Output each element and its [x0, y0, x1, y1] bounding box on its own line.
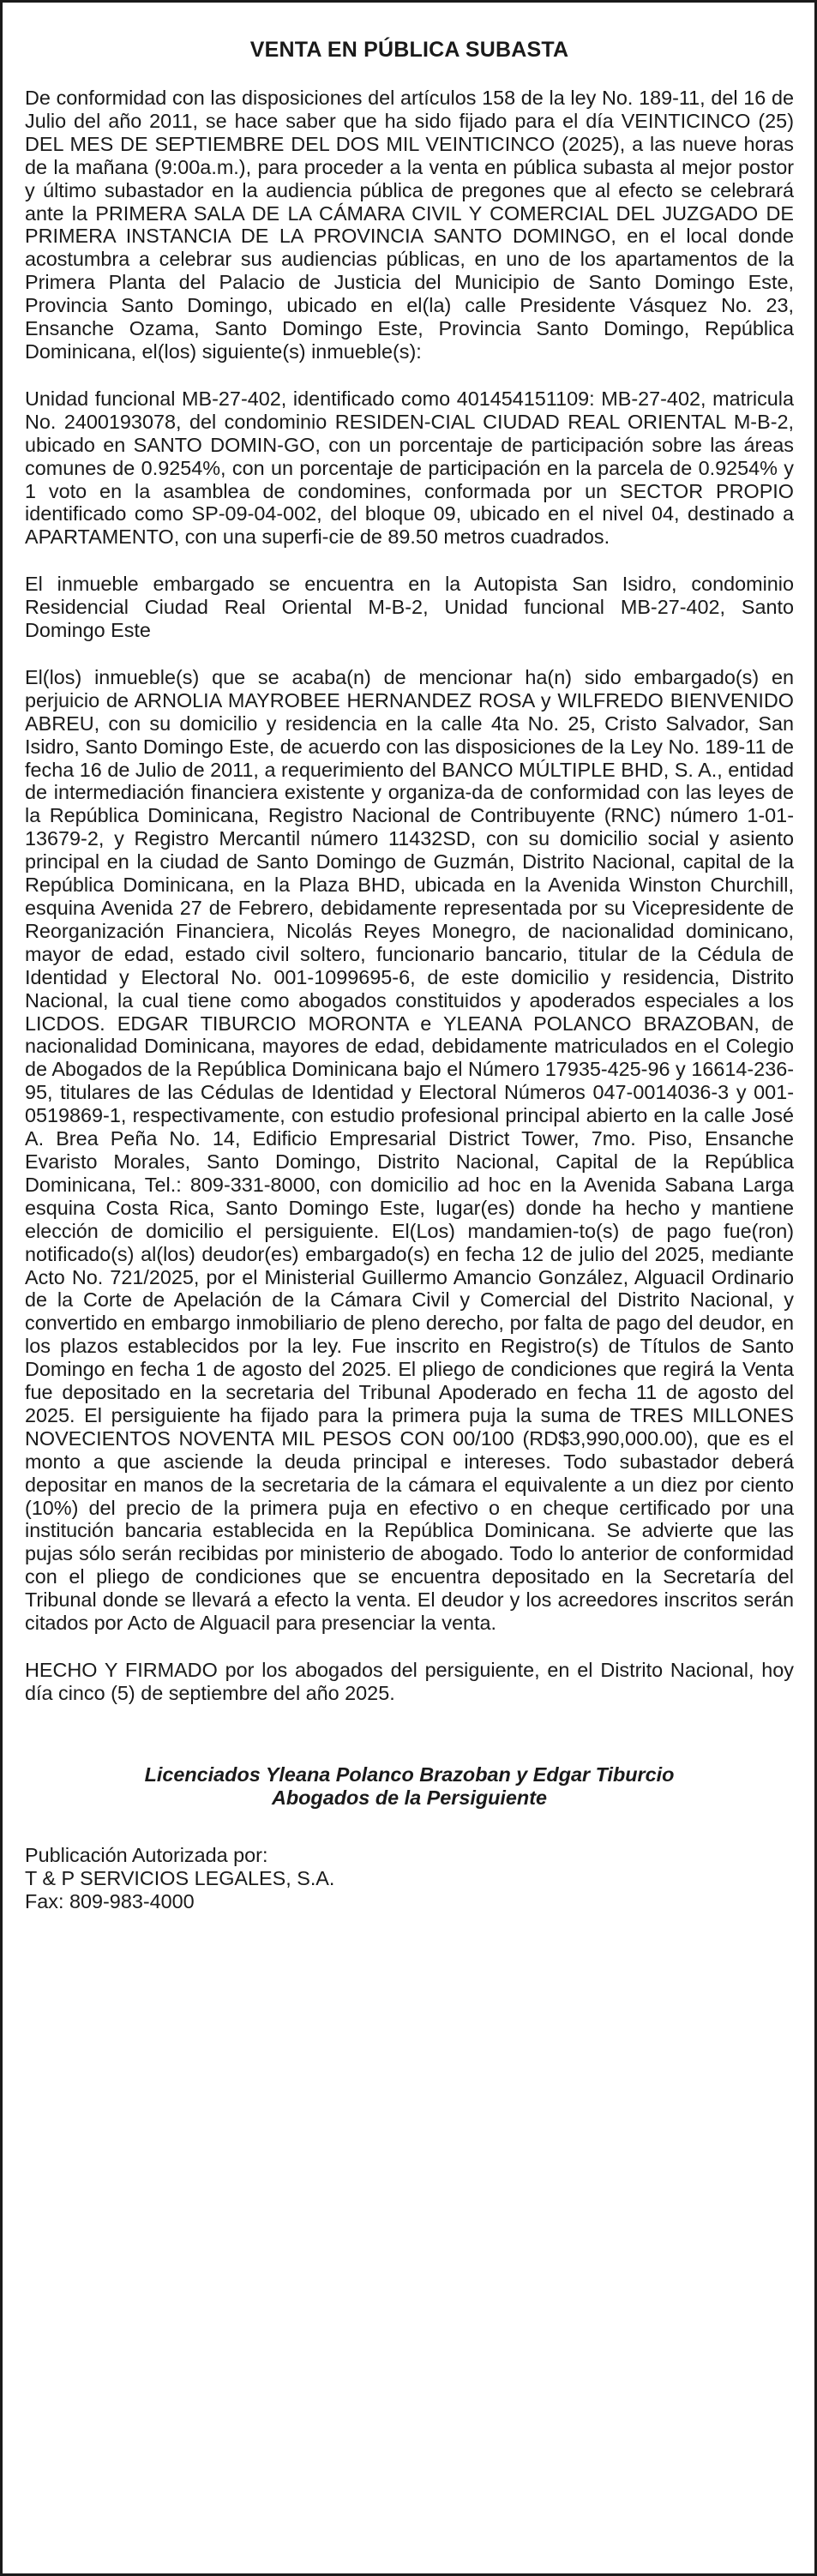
- publication-fax: Fax: 809-983-4000: [25, 1889, 195, 1912]
- publication-authorization: [25, 1844, 794, 1913]
- attorneys-role: Abogados de la Persiguiente: [271, 1786, 548, 1809]
- paragraph-property-location: El inmueble embargado se encuentra en la Autopista San Isidro, condominio Residencial Ciudad Real Oriental M-B-2, Unidad funcional MB-27-402, Santo Domingo Este: [25, 573, 794, 642]
- attorneys-signature: [25, 1763, 794, 1810]
- publication-label: Publicación Autorizada por:: [25, 1843, 268, 1866]
- attorneys-names: Licenciados Yleana Polanco Brazoban y Edgar Tiburcio: [144, 1762, 675, 1786]
- paragraph-signed: HECHO Y FIRMADO por los abogados del persiguiente, en el Distrito Nacional, hoy día cinco (5) de septiembre del año 2025.: [25, 1659, 794, 1704]
- paragraph-auction-date: De conformidad con las disposiciones del artículos 158 de la ley No. 189-11, del 16 de Julio del año 2011, se hace saber que ha sido fijado para el día VEINTICINCO (25) DEL MES DE SEPTIEMBRE DEL DOS MIL VEINTICINCO (2025), a las nueve horas de la mañana (9:00a.m.), para proceder a la venta en pública subasta al mejor postor y último subastador en la audiencia pública de pregones que al efecto se celebrará ante la PRIMERA SALA DE LA CÁMARA CIVIL Y COMERCIAL DEL JUZGADO DE PRIMERA INSTANCIA DE LA PROVINCIA SANTO DOMINGO, en el local donde acostumbra a celebrar sus audiencias públicas, en uno de los apartamentos de la Primera Planta del Palacio de Justicia del Municipio de Santo Domingo Este, Provincia Santo Domingo, ubicado en el(la) calle Presidente Vásquez No. 23, Ensanche Ozama, Santo Domingo Este, Provincia Santo Domingo, República Dominicana, el(los) siguiente(s) inmueble(s):: [25, 87, 794, 363]
- publication-company: T & P SERVICIOS LEGALES, S.A.: [25, 1866, 335, 1889]
- paragraph-seizure-details: El(los) inmueble(s) que se acaba(n) de mencionar ha(n) sido embargado(s) en perjuicio de ARNOLIA MAYROBEE HERNANDEZ ROSA y WILFREDO BIENVENIDO ABREU, con su domicilio y residencia en la calle 4ta No. 25, Cristo Salvador, San Isidro, Santo Domingo Este, de acuerdo con las disposiciones de la Ley No. 189-11 de fecha 16 de Julio de 2011, a requerimiento del BANCO MÚLTIPLE BHD, S. A., entidad de intermediación financiera existente y organiza-da de conformidad con las leyes de la República Dominicana, Registro Nacional de Contribuyente (RNC) número 1-01-13679-2, y Registro Mercantil número 11432SD, con su domicilio social y asiento principal en la ciudad de Santo Domingo de Guzmán, Distrito Nacional, capital de la República Dominicana, en la Plaza BHD, ubicada en la Avenida Winston Churchill, esquina Avenida 27 de Febrero, debidamente representada por su Vicepresidente de Reorganización Financiera, Nicolás Reyes Monegro, de nacionalidad dominicano, mayor de edad, estado civil soltero, funcionario bancario, titular de la Cédula de Identidad y Electoral No. 001-1099695-6, de este domicilio y residencia, Distrito Nacional, la cual tiene como abogados constituidos y apoderados especiales a los LICDOS. EDGAR TIBURCIO MORONTA e YLEANA POLANCO BRAZOBAN, de nacionalidad Dominicana, mayores de edad, debidamente matriculados en el Colegio de Abogados de la República Dominicana bajo el Número 17935-425-96 y 16614-236-95, titulares de las Cédulas de Identidad y Electoral Números 047-0014036-3 y 001-0519869-1, respectivamente, con estudio profesional principal abierto en la calle José A. Brea Peña No. 14, Edificio Empresarial District Tower, 7mo. Piso, Ensanche Evaristo Morales, Santo Domingo, Distrito Nacional, Capital de la República Dominicana, Tel.: 809-331-8000, con domicilio ad hoc en la Avenida Sabana Larga esquina Costa Rica, Santo Domingo Este, lugar(es) donde ha hecho y mantiene elección de domicilio el persiguiente. El(Los) mandamien-to(s) de pago fue(ron) notificado(s) al(los) deudor(es) embargado(s) en fecha 12 de julio del 2025, mediante Acto No. 721/2025, por el Ministerial Guillermo Amancio González, Alguacil Ordinario de la Corte de Apelación de la Cámara Civil y Comercial del Distrito Nacional, y convertido en embargo inmobiliario de pleno derecho, por falta de pago del deudor, en los plazos establecidos por la ley. Fue inscrito en Registro(s) de Títulos de Santo Domingo en fecha 1 de agosto del 2025. El pliego de condiciones que regirá la Venta fue depositado en la secretaria del Tribunal Apoderado en fecha 11 de agosto del 2025. El persiguiente ha fijado para la primera puja la suma de TRES MILLONES NOVECIENTOS NOVENTA MIL PESOS CON 00/100 (RD$3,990,000.00), que es el monto a que asciende la deuda principal e intereses. Todo subastador deberá depositar en manos de la secretaria de la cámara el equivalente a un diez por ciento (10%) del precio de la primera puja en efectivo o en cheque certificado por una institución bancaria establecida en la República Dominicana. Se advierte que las pujas sólo serán recibidas por ministerio de abogado. Todo lo anterior de conformidad con el pliego de condiciones que se encuentra depositado en la Secretaría del Tribunal donde se llevará a efecto la venta. El deudor y los acreedores inscritos serán citados por Acto de Alguacil para presenciar la venta.: [25, 665, 794, 1635]
- notice-title: VENTA EN PÚBLICA SUBASTA: [249, 38, 569, 62]
- paragraph-property-description: Unidad funcional MB-27-402, identificado como 401454151109: MB-27-402, matricula No. 2400193078, del condominio RESIDEN-CIAL CIUDAD REAL ORIENTAL M-B-2, ubicado en SANTO DOMIN-GO, con un porcentaje de participación sobre las áreas comunes de 0.9254%, con un porcentaje de participación en la parcela de 0.9254% y 1 voto en la asamblea de condomines, conformada por un SECTOR PROPIO identificado como SP-09-04-002, del bloque 09, ubicado en el nivel 04, destinado a APARTAMENTO, con una superfi-cie de 89.50 metros cuadrados.: [25, 387, 794, 549]
